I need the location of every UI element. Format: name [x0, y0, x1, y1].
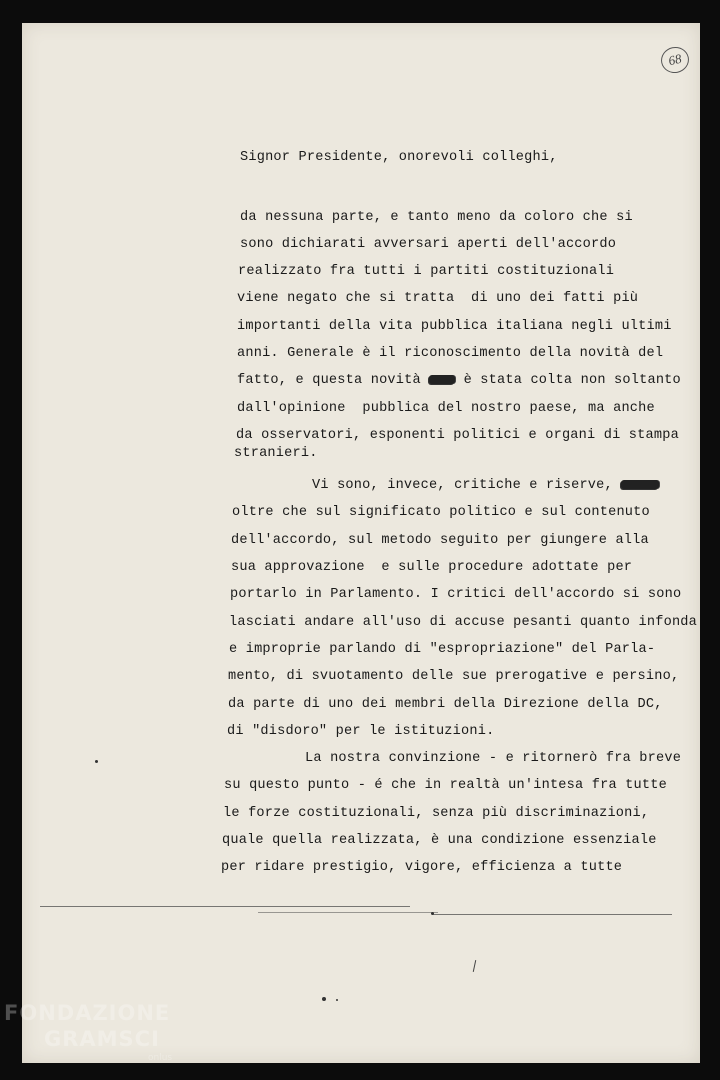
- text-segment: Vi sono, invece, critiche e riserve,: [312, 478, 622, 493]
- text-line: mento, di svuotamento delle sue prerogative e persino,: [228, 669, 680, 684]
- text-line: di "disdoro" per le istituzioni.: [227, 724, 495, 739]
- text-line: sua approvazione e sulle procedure adottate per: [231, 560, 633, 575]
- redaction-mark: [429, 375, 455, 384]
- text-line: importanti della vita pubblica italiana negli ultimi: [237, 319, 672, 334]
- watermark-line-3: onlus: [148, 1053, 173, 1063]
- text-line: da osservatori, esponenti politici e organi di stampa: [236, 428, 679, 443]
- text-line: lasciati andare all'uso di accuse pesanti quanto infonda: [229, 615, 698, 630]
- text-line: per ridare prestigio, vigore, efficienza a tutte: [221, 860, 623, 875]
- text-line: quale quella realizzata, è una condizione essenziale: [222, 833, 657, 848]
- redaction-mark: [621, 480, 659, 489]
- text-line: dall'opinione pubblica del nostro paese, ma anche: [237, 401, 655, 416]
- text-line: realizzato fra tutti i partiti costituzionali: [238, 264, 615, 279]
- text-line: e improprie parlando di "espropriazione" del Parla-: [229, 642, 656, 657]
- text-line: stranieri.: [234, 446, 318, 461]
- fold-line: [40, 906, 410, 907]
- fold-line: [432, 914, 672, 915]
- paper-speck: [95, 760, 98, 763]
- text-line-with-redaction: [237, 373, 681, 389]
- paper-speck: [322, 997, 326, 1001]
- text-line: anni. Generale è il riconoscimento della novità del: [237, 346, 664, 361]
- text-line: da parte di uno dei membri della Direzione della DC,: [228, 697, 663, 712]
- fold-line: [258, 912, 438, 913]
- text-line: oltre che sul significato politico e sul contenuto: [232, 505, 650, 520]
- text-line: sono dichiarati avversari aperti dell'accordo: [240, 237, 617, 252]
- paper-speck: [431, 912, 434, 915]
- text-line: le forze costituzionali, senza più discriminazioni,: [223, 806, 650, 821]
- watermark-line-2: GRAMSCI: [44, 1027, 160, 1051]
- watermark-line-1: FONDAZIONE: [4, 1001, 171, 1025]
- salutation: Signor Presidente, onorevoli colleghi,: [240, 150, 558, 165]
- text-line: su questo punto - é che in realtà un'intesa fra tutte: [224, 778, 667, 793]
- text-line: viene negato che si tratta di uno dei fatti più: [237, 291, 639, 306]
- text-line: portarlo in Parlamento. I critici dell'accordo si sono: [230, 587, 682, 602]
- text-segment: è stata colta non soltanto: [455, 373, 681, 388]
- text-line: dell'accordo, sul metodo seguito per giungere alla: [231, 533, 649, 548]
- page-number-stamp: 68: [659, 44, 692, 75]
- text-line: da nessuna parte, e tanto meno da coloro che si: [240, 210, 633, 225]
- text-line: La nostra convinzione - e ritornerò fra breve: [305, 751, 682, 766]
- paper-speck: [336, 999, 338, 1001]
- text-segment: fatto, e questa novità: [237, 373, 430, 388]
- watermark-logo: [4, 1001, 173, 1063]
- text-line-with-redaction: [312, 478, 659, 494]
